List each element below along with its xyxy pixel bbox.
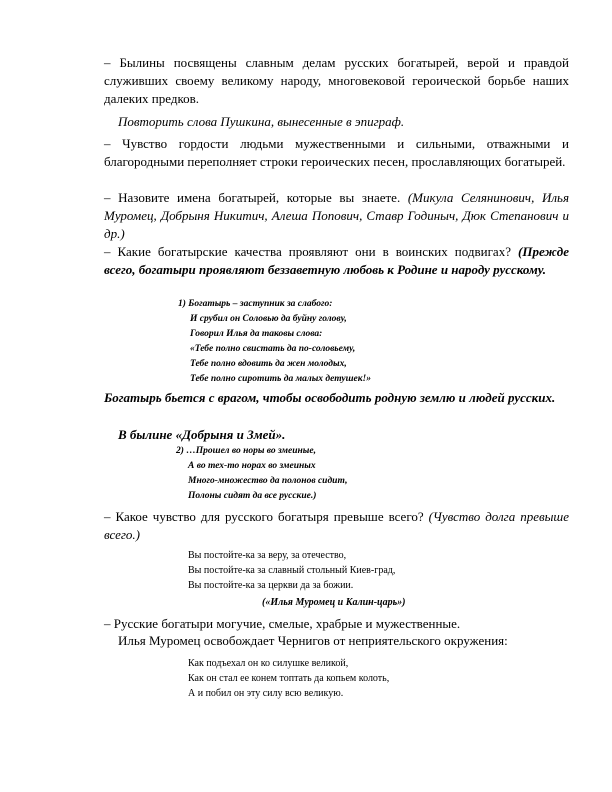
paragraph-fights-enemy: Богатырь бьется с врагом, чтобы освободить родную землю и людей русских. (104, 390, 556, 405)
verse-stand-for-faith (188, 548, 395, 593)
verse-line: А во тех-то норах во змеиных (188, 461, 316, 471)
verse-line: Говорил Илья да таковы слова: (190, 329, 323, 339)
verse-attribution: («Илья Муромец и Калин-царь») (262, 597, 406, 608)
paragraph-hero-qualities (104, 243, 569, 279)
verse-protector (178, 297, 371, 387)
verse-line: 1) Богатырь – заступник за слабого: (178, 299, 333, 309)
paragraph-chernigov: Илья Муромец освобождает Чернигов от неприятельского окружения: (118, 633, 508, 648)
verse-line: И срубил он Соловью да буйну голову, (190, 314, 347, 324)
paragraph-mighty-heroes: – Русские богатыри могучие, смелые, храбрые и мужественные. (104, 616, 461, 631)
verse-line: Вы постойте-ка за веру, за отечество, (188, 550, 347, 561)
paragraph-name-heroes (104, 189, 569, 243)
verse-line: «Тебе полно свистать да по-соловьему, (190, 344, 356, 354)
verse-line: Как подъехал он ко силушке великой, (188, 658, 349, 669)
verse-line: А и побил он эту силу всю великую. (188, 688, 344, 699)
paragraph-sense-of-duty (104, 508, 569, 544)
verse-serpent-caves (176, 444, 347, 504)
paragraph-dobrynya-zmey: В былине «Добрыня и Змей». (118, 427, 286, 442)
verse-line: 2) …Прошел во норы во змеиные, (176, 446, 316, 456)
paragraph-repeat-pushkin: Повторить слова Пушкина, вынесенные в эпиграф. (118, 114, 405, 129)
verse-line: Много-множество да полонов сидит, (188, 476, 348, 486)
verse-line: Тебе полно сиротить да малых детушек!» (190, 374, 371, 384)
answer-hero-names: (Микула Селянинович, Илья Муромец, Добрыня Никитич, Алеша Попович, Ставр Годиныч, Дюк Степанович и др.) (104, 190, 569, 241)
question-hero-qualities: – Какие богатырские качества проявляют они в воинских подвигах? (104, 244, 519, 259)
verse-line: Полоны сидят да все русские.) (188, 491, 317, 501)
question-feeling: – Какое чувство для русского богатыря превыше всего? (104, 509, 429, 524)
verse-line: Вы постойте-ка за славный стольный Киев-град, (188, 565, 396, 576)
question-name-heroes: – Назовите имена богатырей, которые вы знаете. (104, 190, 408, 205)
answer-love-homeland: (Прежде всего, богатыри проявляют беззаветную любовь к Родине и народу русскому. (104, 244, 569, 277)
paragraph-byliny-intro: – Былины посвящены славным делам русских богатырей, верой и правдой служивших своему великому народу, многовековой героической борьбе наших далеких предков. (104, 55, 569, 106)
verse-great-force (188, 656, 389, 701)
paragraph-pride: – Чувство гордости людьми мужественными и сильными, отважными и благородными переполняет строки героических песен, прославляющих богатырей. (104, 136, 569, 169)
verse-line: Тебе полно вдовить да жен молодых, (190, 359, 347, 369)
verse-line: Вы постойте-ка за церкви да за божии. (188, 580, 354, 591)
answer-duty: (Чувство долга превыше всего.) (104, 509, 570, 542)
verse-line: Как он стал ее конем топтать да копьем колоть, (188, 673, 390, 684)
